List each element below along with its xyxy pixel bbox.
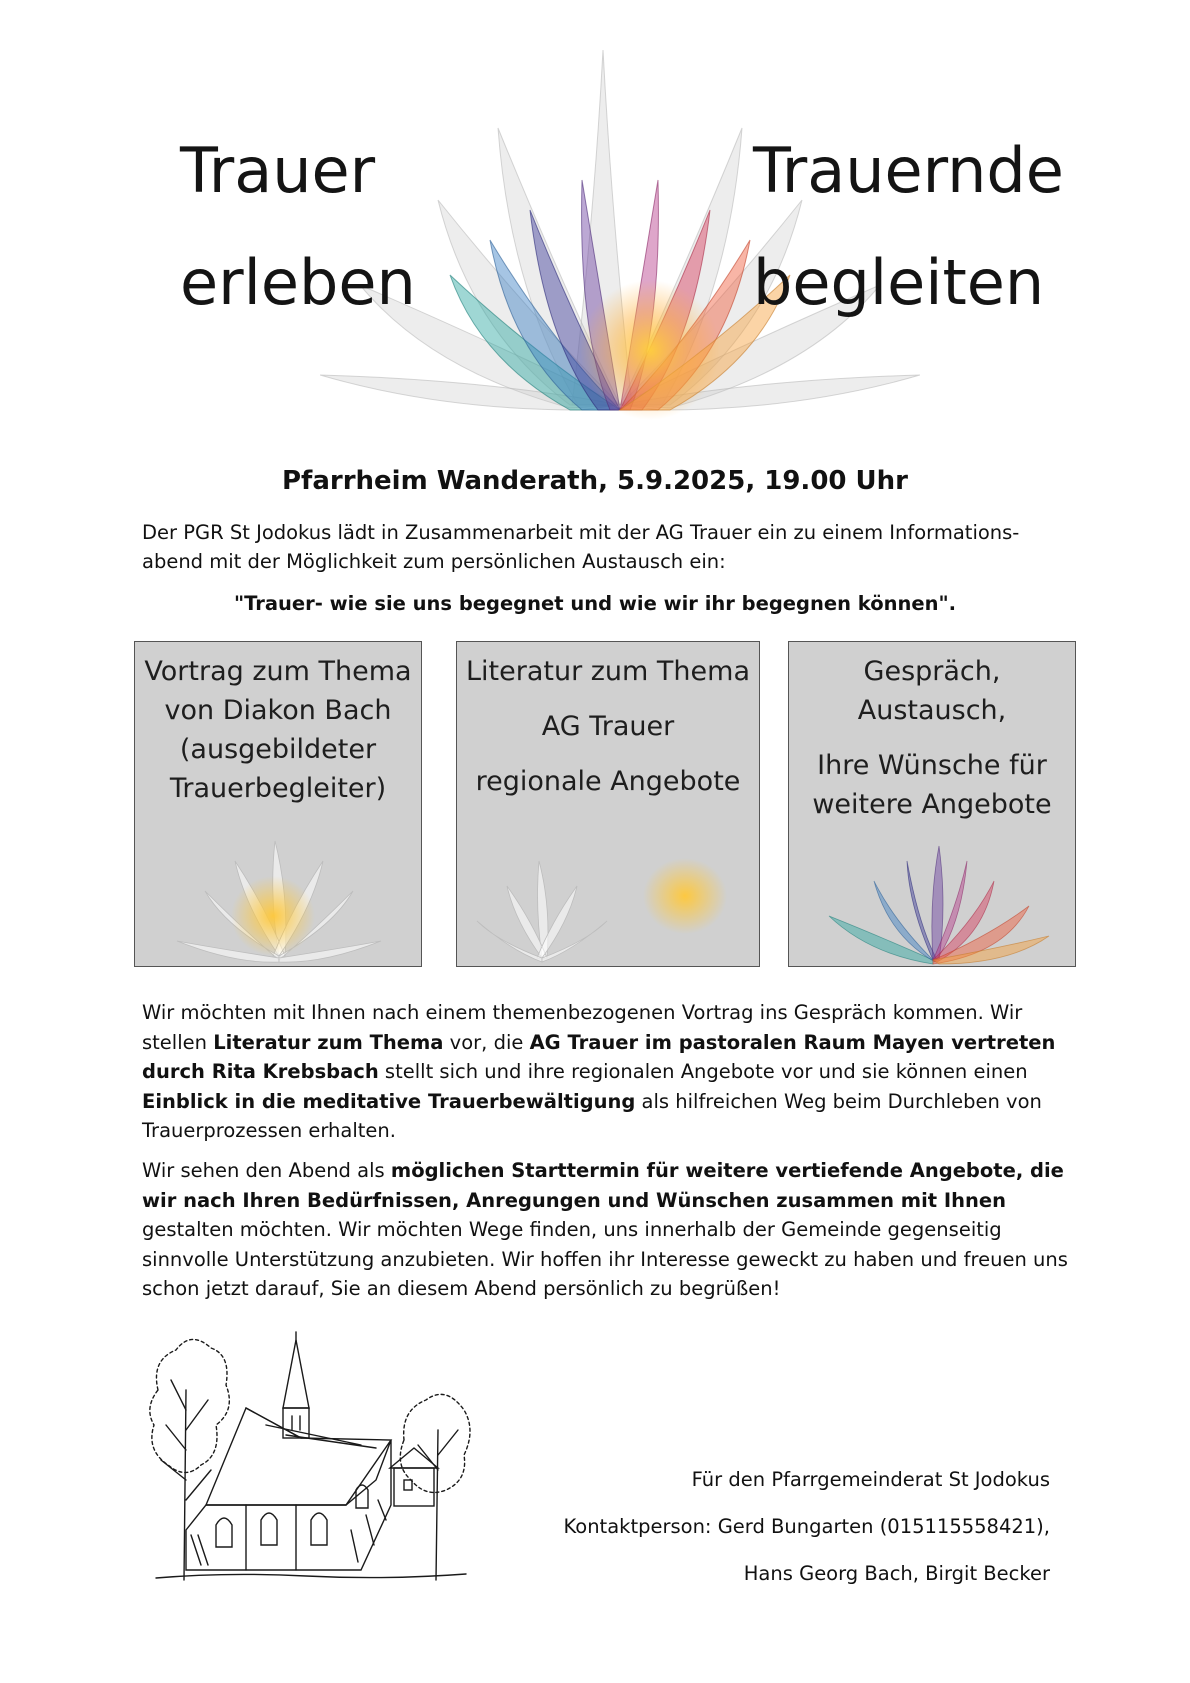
paragraph-outlook [142,1156,1072,1304]
info-box-literature [456,641,760,967]
box-line: Literatur zum Thema [465,656,750,687]
footer-contact-person: Kontaktperson: Gerd Bungarten (015115558421), [563,1515,1050,1538]
motto-quote: "Trauer- wie sie uns begegnet und wie wir ihr begegnen können". [233,592,957,615]
box-line: AG Trauer [541,711,675,742]
title-right-line2: begleiten [753,246,1045,319]
lotus-leaf-icon [789,836,1076,966]
paragraph-intro-event [142,998,1072,1146]
box-line: weitere Angebote [812,789,1052,820]
box-line: Ihre Wünsche für [817,750,1047,781]
box-line: Vortrag zum Thema [144,656,412,687]
footer-council: Für den Pfarrgemeinderat St Jodokus [691,1468,1050,1491]
box-line: Gespräch, [863,656,1001,687]
paragraph-bold: möglichen Starttermin für weitere vertiefende Angebote, die wir nach Ihren Bedürfnissen, Anregungen und Wünschen zusammen mit Ihnen [142,1159,1064,1212]
paragraph-text: stellt sich und ihre regionalen Angebote vor und sie können einen [378,1060,1028,1083]
box-line: von Diakon Bach [164,695,392,726]
church-drawing-icon [146,1330,476,1585]
intro-text: Der PGR St Jodokus lädt in Zusammenarbeit mit der AG Trauer ein zu einem Informations-abend mit der Möglichkeit zum persönlichen Austausch ein: [142,521,1020,573]
title-right-line1: Trauernde [753,134,1064,207]
box-line: Austausch, [857,695,1007,726]
paragraph-text: Wir möchten mit Ihnen nach einem themenbezogenen Vortrag ins Gespräch kommen. Wir stellen [142,1001,1023,1054]
lotus-leaf-icon [135,836,422,966]
paragraph-text: als hilfreichen Weg beim Durchleben von Trauerprozessen erhalten. [142,1089,1042,1142]
paragraph-bold: Einblick in die meditative Trauerbewältigung [142,1089,636,1113]
paragraph-bold: Literatur zum Thema [213,1030,444,1054]
footer-contact-names: Hans Georg Bach, Birgit Becker [743,1562,1050,1585]
title-left-line1: Trauer [180,134,376,207]
event-location-date: Pfarrheim Wanderath, 5.9.2025, 19.00 Uhr [281,466,908,496]
paragraph-text: Wir sehen den Abend als [142,1159,391,1182]
paragraph-bold: AG Trauer im pastoralen Raum Mayen vertreten durch Rita Krebsbach [142,1030,1056,1083]
box-line: Trauerbegleiter) [169,773,387,804]
paragraph-text: gestalten möchten. Wir möchten Wege finden, uns innerhalb der Gemeinde gegenseitig sinnvolle Unterstützung anzubieten. Wir hoffen ihr Interesse geweckt zu haben und freuen uns schon jetzt darauf, Sie an diesem Abend persönlich zu begrüßen! [142,1218,1068,1300]
lotus-leaf-icon [457,836,760,966]
box-line: (ausgebildeter [179,734,377,765]
info-box-conversation [788,641,1076,967]
title-left-line2: erleben [180,246,416,319]
lotus-leaf-icon [320,50,920,430]
info-box-lecture [134,641,422,967]
box-line: regionale Angebote [475,766,741,797]
paragraph-text: vor, die [443,1030,530,1054]
